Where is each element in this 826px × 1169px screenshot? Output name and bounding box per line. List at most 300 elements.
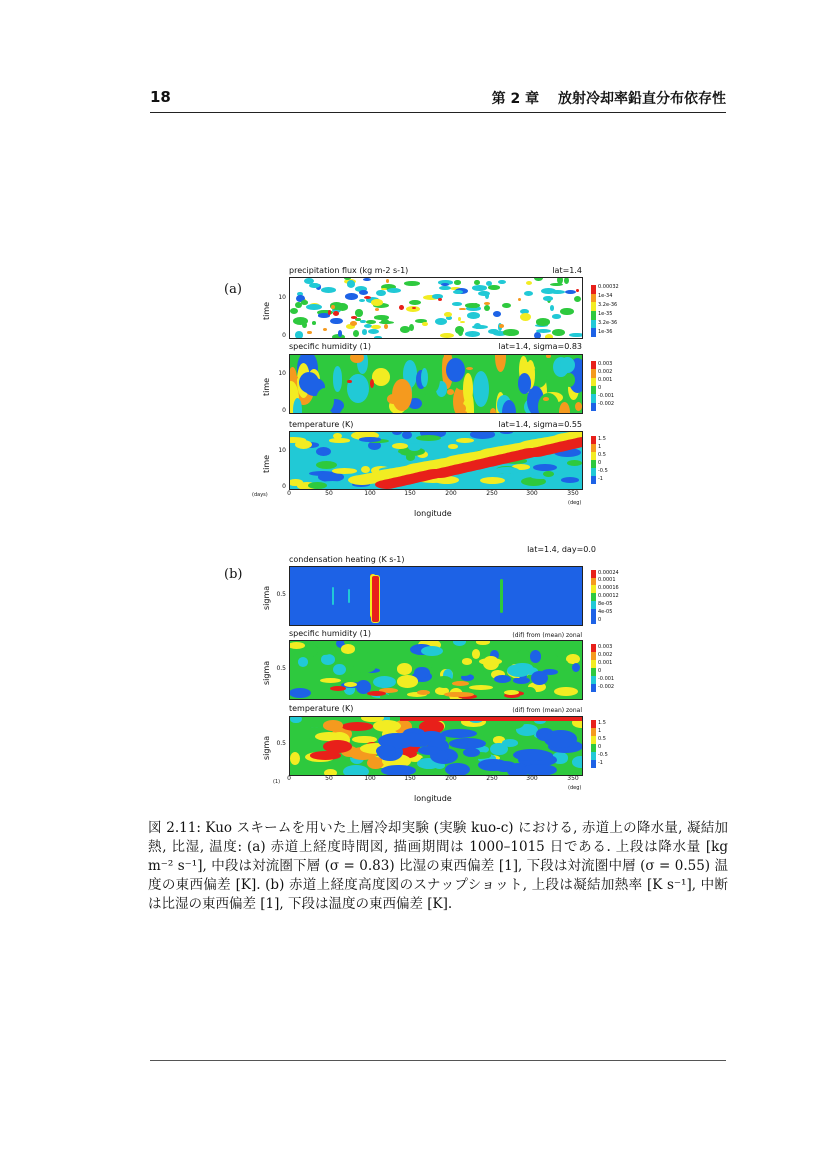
panel-a1-ytick-0: 0 [282, 332, 286, 339]
colorbar-swatch [591, 394, 596, 402]
contour-blob [560, 308, 574, 316]
contour-blob [345, 293, 358, 299]
panel-a1-ylabel: time [262, 301, 271, 320]
temperature-colorbar-a [591, 436, 596, 484]
figure-caption: 図 2.11: Kuo スキームを用いた上層冷却実験 (実験 kuo-c) における, 赤道上の降水量, 凝結加熱, 比湿, 温度: (a) 赤道上経度時間図, 描画期間は 1000–1015 日である. 上段は降水量 [kg m⁻² s⁻¹], 中段は対流圏下層 (σ = 0.83) 比湿の東西偏差 [1], 下段は対流圏中層 (σ = 0.55) 温度の東西偏差 [K]. (b) 赤道上経度高度図のスナップショット, 上段は凝結加熱率 [K s⁻¹], 中断は比湿の東西偏差 [1], 下段は温度の東西偏差 [K]. [148, 820, 728, 912]
contour-blob [373, 676, 396, 688]
chapter-title: 第 2 章 放射冷却率鉛直分布依存性 [491, 91, 726, 107]
contour-blob [503, 329, 518, 335]
contour-blob [569, 333, 583, 338]
contour-blob [543, 471, 554, 477]
contour-blob [323, 720, 343, 730]
colorbar-swatch [591, 736, 596, 744]
contour-blob [409, 324, 414, 331]
contour-blob [363, 278, 371, 281]
panel-b3-ylabel: sigma [262, 735, 271, 760]
panel-a3-ytick-0: 0 [282, 483, 286, 490]
contour-blob [333, 366, 343, 392]
contour-blob [353, 330, 359, 336]
contour-blob [531, 671, 548, 685]
contour-blob [323, 328, 327, 331]
colorbar-swatch [591, 436, 596, 444]
contour-blob [572, 756, 583, 768]
contour-blob [307, 331, 312, 335]
contour-blob [524, 291, 533, 296]
colorbar-swatch [591, 684, 596, 692]
panel-a2-right-label: lat=1.4, sigma=0.83 [498, 342, 582, 351]
contour-blob [567, 460, 582, 466]
panel-a1-right-label: lat=1.4 [552, 266, 582, 275]
heating-colorbar [591, 570, 596, 624]
contour-blob [342, 722, 373, 731]
colorbar-swatch [591, 744, 596, 752]
colorbar-swatch [591, 676, 596, 684]
contour-blob [520, 313, 531, 321]
contour-blob [330, 686, 346, 691]
contour-blob [526, 281, 532, 285]
cbar-a2-label-5: -0.002 [598, 401, 615, 407]
contour-blob [375, 308, 379, 311]
contour-blob [494, 675, 511, 683]
contour-blob [367, 691, 386, 696]
contour-blob [421, 646, 443, 656]
colorbar-swatch [591, 570, 596, 578]
contour-blob [545, 334, 554, 339]
colorbar-swatch [591, 369, 596, 377]
contour-blob [467, 312, 480, 319]
contour-blob [469, 685, 493, 690]
panel-a3-ylabel: time [262, 454, 271, 473]
cbar-b3-label-2: 0.5 [598, 736, 606, 742]
contour-blob [448, 444, 459, 449]
xtick-a-2: 100 [364, 490, 376, 497]
contour-blob [504, 690, 519, 695]
cbar-b2-label-0: 0.003 [598, 644, 613, 650]
cbar-b2-label-1: 0.002 [598, 652, 613, 658]
xtick-b-2: 100 [364, 775, 376, 782]
contour-blob [439, 286, 451, 291]
contour-blob [555, 647, 564, 658]
xtick-a-7: 350 [567, 490, 579, 497]
contour-blob [536, 318, 551, 326]
cbar-b1-label-2: 0.00016 [598, 585, 619, 591]
contour-blob [397, 663, 412, 674]
colorbar-swatch [591, 460, 596, 468]
colorbar-swatch [591, 593, 596, 601]
cbar-b1-label-6: 0 [598, 617, 602, 623]
contour-blob [290, 752, 300, 765]
contour-blob [484, 305, 491, 312]
contour-blob [498, 280, 506, 284]
contour-blob [465, 331, 480, 337]
contour-blob [392, 443, 407, 449]
contour-blob [312, 321, 316, 325]
cbar-a3-label-5: -1 [598, 476, 603, 482]
colorbar-swatch [591, 760, 596, 768]
cbar-a1-label-4: 3.2e-36 [598, 320, 618, 326]
heating-column [348, 589, 350, 603]
contour-blob [370, 379, 374, 388]
contour-blob [530, 650, 541, 663]
warm-top-band [400, 717, 582, 721]
contour-blob [458, 404, 465, 414]
contour-blob [329, 438, 350, 442]
humidity-colorbar-b [591, 644, 596, 692]
humidity-height-panel [289, 640, 583, 700]
contour-blob [552, 329, 565, 336]
contour-blob [480, 477, 505, 484]
humidity-time-panel [289, 354, 583, 414]
contour-blob [550, 305, 554, 310]
contour-blob [474, 280, 479, 285]
contour-blob [323, 740, 352, 753]
contour-blob [476, 640, 490, 645]
xtick-a-5: 250 [486, 490, 498, 497]
footer-rule [150, 1060, 726, 1061]
contour-blob [416, 435, 441, 441]
contour-blob [376, 290, 386, 297]
contour-blob [359, 437, 381, 441]
cbar-a2-label-3: 0 [598, 385, 602, 391]
contour-blob [476, 670, 485, 684]
x-unit-a: (deg) [568, 500, 582, 506]
colorbar-swatch [591, 660, 596, 668]
contour-blob [371, 299, 382, 306]
contour-blob [428, 366, 440, 392]
contour-blob [495, 354, 506, 372]
contour-blob [347, 374, 369, 403]
contour-blob [331, 305, 335, 309]
contour-blob [479, 658, 503, 665]
cbar-b3-label-1: 1 [598, 728, 602, 734]
contour-blob [500, 431, 512, 434]
panel-b1-ylabel: sigma [262, 585, 271, 610]
snapshot-label: lat=1.4, day=0.0 [527, 545, 596, 554]
contour-blob [387, 288, 401, 293]
panel-b3-ytick: 0.5 [276, 740, 286, 747]
contour-blob [502, 400, 516, 414]
contour-blob [368, 329, 379, 334]
contour-blob [559, 402, 570, 414]
cbar-b2-label-5: -0.002 [598, 684, 615, 690]
panel-a3-title: temperature (K) [289, 420, 354, 429]
contour-blob [372, 368, 390, 386]
contour-blob [495, 467, 518, 474]
contour-blob [290, 716, 301, 723]
contour-blob [396, 732, 421, 746]
contour-blob [438, 298, 442, 301]
xtick-b-4: 200 [445, 775, 457, 782]
cbar-b3-label-3: 0 [598, 744, 602, 750]
contour-blob [575, 402, 582, 411]
colorbar-swatch [591, 328, 596, 337]
contour-blob [397, 675, 418, 687]
contour-blob [552, 314, 561, 318]
contour-blob [333, 433, 342, 439]
contour-blob [359, 640, 379, 648]
contour-blob [516, 650, 531, 663]
contour-blob [423, 393, 438, 410]
cbar-a1-label-2: 3.2e-36 [598, 302, 618, 308]
contour-blob [576, 289, 579, 292]
contour-blob [435, 676, 453, 688]
contour-blob [347, 280, 356, 288]
contour-blob [478, 759, 507, 772]
contour-blob [450, 692, 474, 697]
panel-b2-ytick: 0.5 [276, 665, 286, 672]
contour-blob [293, 398, 302, 414]
cbar-a3-label-2: 0.5 [598, 452, 606, 458]
colorbar-swatch [591, 311, 596, 320]
contour-blob [298, 657, 309, 667]
xtick-a-0: 0 [287, 490, 291, 497]
panel-a3-right-label: lat=1.4, sigma=0.55 [498, 420, 582, 429]
contour-blob [301, 300, 309, 305]
contour-blob [289, 688, 311, 698]
panel-a3-ytick-10: 10 [278, 447, 286, 454]
contour-blob [359, 299, 365, 302]
contour-blob [308, 482, 327, 489]
colorbar-swatch [591, 468, 596, 476]
cbar-a1-label-0: 0.00032 [598, 284, 619, 290]
cbar-a3-label-0: 1.5 [598, 436, 606, 442]
contour-blob [472, 649, 480, 659]
temperature-time-panel [289, 431, 583, 490]
cbar-a2-label-4: -0.001 [598, 393, 615, 399]
contour-blob [452, 681, 469, 686]
contour-blob [330, 318, 342, 325]
contour-blob [320, 678, 341, 683]
cbar-a3-label-1: 1 [598, 444, 602, 450]
condensation-heating-panel [289, 566, 583, 626]
contour-blob [333, 311, 339, 316]
colorbar-swatch [591, 585, 596, 593]
colorbar-swatch [591, 616, 596, 624]
panel-a1-ytick-10: 10 [278, 294, 286, 301]
colorbar-swatch [591, 302, 596, 311]
colorbar-swatch [591, 476, 596, 484]
colorbar-swatch [591, 452, 596, 460]
contour-blob [472, 325, 487, 329]
contour-blob [453, 640, 467, 646]
xtick-b-7: 350 [567, 775, 579, 782]
contour-blob [435, 318, 447, 325]
contour-blob [341, 644, 355, 653]
contour-blob [472, 285, 487, 291]
contour-blob [478, 291, 490, 296]
panel-a1-title: precipitation flux (kg m-2 s-1) [289, 266, 409, 275]
colorbar-swatch [591, 601, 596, 609]
contour-blob [414, 667, 429, 678]
contour-blob [554, 687, 577, 696]
colorbar-swatch [591, 294, 596, 303]
contour-blob [392, 379, 411, 411]
cbar-a2-label-1: 0.002 [598, 369, 613, 375]
xlabel-b: longitude [414, 794, 452, 803]
colorbar-swatch [591, 752, 596, 760]
contour-blob [304, 278, 314, 284]
cbar-b3-label-4: -0.5 [598, 752, 608, 758]
contour-blob [447, 389, 454, 395]
xtick-b-5: 250 [486, 775, 498, 782]
contour-blob [328, 310, 332, 315]
figure-label-a: (a) [224, 282, 242, 297]
contour-blob [543, 296, 553, 301]
contour-blob [374, 336, 382, 339]
cbar-b1-label-5: 4e-05 [598, 609, 613, 615]
contour-blob [371, 325, 381, 330]
panel-b1-ytick: 0.5 [276, 591, 286, 598]
cbar-a2-label-2: 0.001 [598, 377, 613, 383]
contour-blob [316, 461, 337, 469]
panel-b2-right-label: (dif) from (mean) zonal [512, 632, 582, 639]
contour-blob [502, 303, 511, 308]
xtick-b-0: 0 [287, 775, 291, 782]
cbar-b2-label-3: 0 [598, 668, 602, 674]
heating-column [332, 587, 334, 605]
contour-blob [384, 324, 388, 329]
contour-blob [422, 322, 427, 326]
colorbar-swatch [591, 720, 596, 728]
contour-blob [459, 308, 466, 311]
contour-blob [440, 333, 454, 338]
contour-blob [460, 321, 465, 323]
contour-blob [409, 300, 420, 305]
contour-blob [466, 367, 474, 371]
cbar-b1-label-1: 0.0001 [598, 577, 616, 583]
contour-blob [412, 307, 416, 309]
contour-blob [359, 290, 368, 295]
colorbar-swatch [591, 361, 596, 369]
contour-blob [361, 466, 370, 473]
colorbar-swatch [591, 403, 596, 411]
cbar-a1-label-1: 1e-34 [598, 293, 613, 299]
precipitation-panel [289, 277, 583, 339]
contour-blob [565, 290, 576, 294]
xtick-b-1: 50 [325, 775, 333, 782]
contour-blob [507, 664, 531, 677]
contour-blob [295, 331, 303, 338]
contour-blob [493, 311, 501, 317]
contour-blob [484, 302, 491, 305]
x-unit-left-b: (1) [273, 779, 281, 785]
contour-blob [400, 326, 410, 332]
contour-blob [550, 283, 563, 287]
contour-blob [374, 315, 390, 320]
contour-blob [559, 660, 569, 671]
humidity-colorbar-a [591, 361, 596, 411]
contour-blob [452, 302, 462, 306]
contour-blob [290, 308, 298, 314]
contour-blob [463, 748, 480, 757]
temperature-colorbar-b [591, 720, 596, 768]
contour-blob [523, 687, 535, 698]
colorbar-swatch [591, 320, 596, 329]
panel-b2-ylabel: sigma [262, 660, 271, 685]
x-unit-b: (deg) [568, 785, 582, 791]
contour-blob [316, 447, 331, 456]
contour-blob [351, 316, 357, 319]
contour-blob [390, 452, 402, 462]
contour-blob [321, 287, 336, 293]
contour-blob [544, 730, 577, 747]
colorbar-swatch [591, 728, 596, 736]
xtick-a-1: 50 [325, 490, 333, 497]
panel-a2-title: specific humidity (1) [289, 342, 371, 351]
panel-b3-right-label: (dif) from (mean) zonal [512, 707, 582, 714]
temperature-height-panel [289, 716, 583, 776]
contour-blob [486, 281, 492, 286]
cbar-b2-label-4: -0.001 [598, 676, 615, 682]
panel-a2-ylabel: time [262, 377, 271, 396]
xtick-a-4: 200 [445, 490, 457, 497]
contour-blob [354, 652, 373, 663]
contour-blob [456, 438, 473, 443]
cbar-b1-label-4: 8e-05 [598, 601, 613, 607]
cbar-b3-label-5: -1 [598, 760, 603, 766]
xtick-b-3: 150 [404, 775, 416, 782]
contour-blob [399, 305, 404, 310]
contour-blob [417, 690, 430, 695]
contour-blob [362, 329, 367, 335]
colorbar-swatch [591, 652, 596, 660]
contour-blob [404, 281, 420, 286]
contour-blob [386, 279, 390, 283]
contour-blob [546, 354, 551, 358]
contour-blob [455, 326, 464, 334]
colorbar-swatch [591, 285, 596, 294]
contour-blob [534, 277, 543, 281]
contour-blob [462, 658, 473, 664]
contour-blob [444, 312, 452, 317]
precipitation-colorbar [591, 285, 596, 337]
contour-blob [350, 321, 357, 326]
cbar-a2-label-0: 0.003 [598, 361, 613, 367]
cbar-b2-label-2: 0.001 [598, 660, 613, 666]
contour-blob [310, 751, 341, 759]
contour-blob [332, 468, 357, 474]
cbar-a1-label-3: 1e-35 [598, 311, 613, 317]
page-number: 18 [150, 88, 171, 106]
contour-blob [499, 324, 504, 328]
cbar-a3-label-4: -0.5 [598, 468, 608, 474]
contour-blob [518, 373, 531, 393]
panel-b2-title: specific humidity (1) [289, 629, 371, 638]
contour-blob [338, 330, 343, 337]
xlabel-a: longitude [414, 509, 452, 518]
contour-blob [440, 660, 454, 665]
x-unit-left-a: (days) [252, 492, 268, 498]
xtick-b-6: 300 [526, 775, 538, 782]
cbar-b1-label-0: 0.00024 [598, 570, 619, 576]
heating-column [371, 575, 380, 623]
contour-blob [321, 654, 336, 665]
panel-a2-ytick-0: 0 [282, 407, 286, 414]
colorbar-swatch [591, 668, 596, 676]
colorbar-swatch [591, 378, 596, 386]
contour-blob [454, 280, 461, 284]
contour-blob [474, 303, 478, 308]
panel-a2-ytick-10: 10 [278, 370, 286, 377]
cbar-a3-label-3: 0 [598, 460, 602, 466]
colorbar-swatch [591, 578, 596, 586]
contour-blob [366, 320, 377, 324]
contour-blob [538, 393, 559, 414]
colorbar-swatch [591, 609, 596, 617]
page-header [150, 88, 726, 113]
heating-column [500, 579, 503, 613]
contour-blob [574, 296, 581, 302]
